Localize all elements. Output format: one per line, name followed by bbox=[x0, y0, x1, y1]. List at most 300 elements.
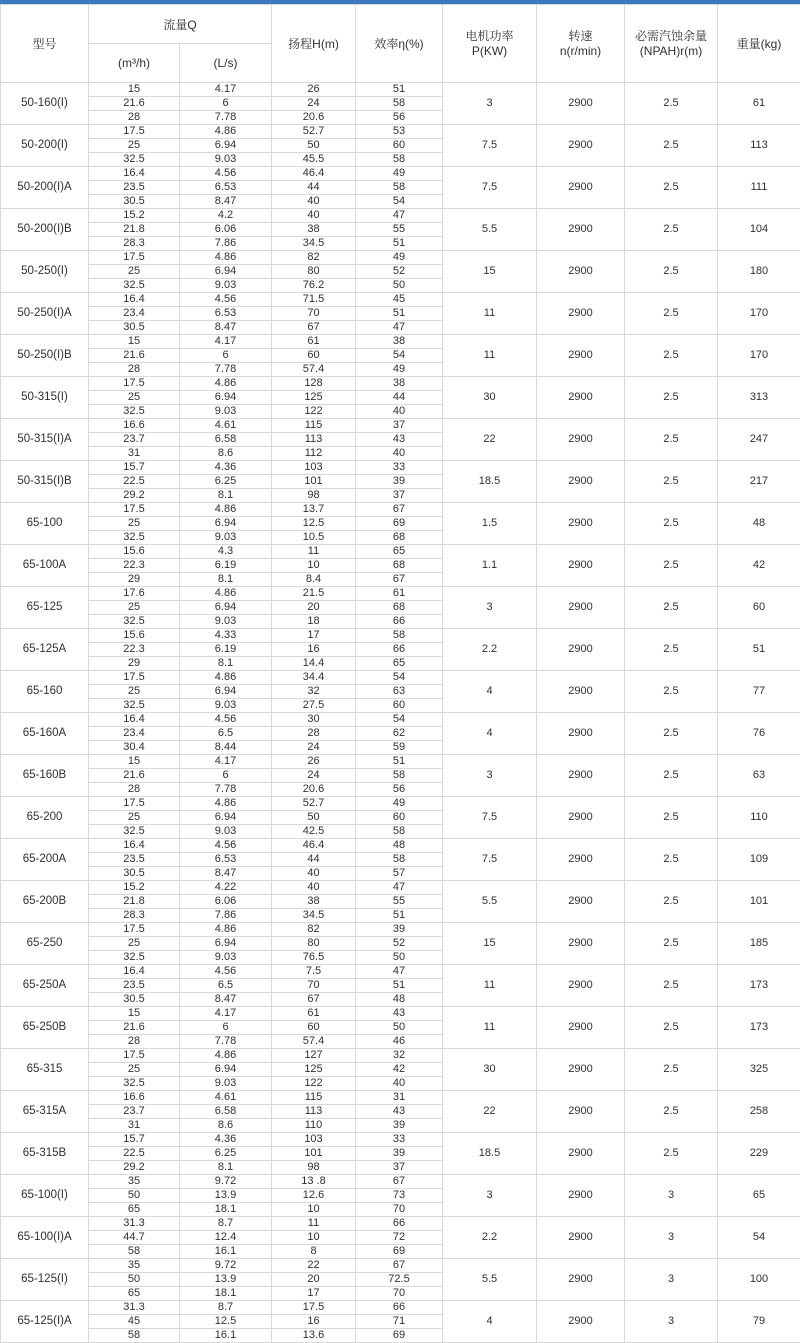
weight-cell: 185 bbox=[718, 923, 800, 965]
power-cell: 5.5 bbox=[443, 209, 537, 251]
efficiency-cell: 63 bbox=[356, 685, 443, 699]
head-cell: 98 bbox=[272, 489, 356, 503]
efficiency-cell: 31 bbox=[356, 1091, 443, 1105]
weight-cell: 54 bbox=[718, 1217, 800, 1259]
flow-ls-cell: 8.1 bbox=[180, 573, 272, 587]
efficiency-cell: 39 bbox=[356, 923, 443, 937]
head-cell: 20 bbox=[272, 1273, 356, 1287]
flow-ls-cell: 4.17 bbox=[180, 1007, 272, 1021]
efficiency-cell: 51 bbox=[356, 909, 443, 923]
head-cell: 14.4 bbox=[272, 657, 356, 671]
table-row bbox=[1, 839, 800, 853]
npsh-cell: 2.5 bbox=[625, 1049, 718, 1091]
npsh-cell: 2.5 bbox=[625, 671, 718, 713]
weight-cell: 229 bbox=[718, 1133, 800, 1175]
weight-cell: 76 bbox=[718, 713, 800, 755]
flow-m3h-cell: 58 bbox=[89, 1245, 180, 1259]
power-cell: 11 bbox=[443, 1007, 537, 1049]
flow-ls-cell: 4.86 bbox=[180, 125, 272, 139]
model-cell: 65-125(I) bbox=[1, 1259, 89, 1301]
flow-ls-cell: 6.53 bbox=[180, 853, 272, 867]
head-cell: 24 bbox=[272, 741, 356, 755]
flow-m3h-cell: 16.6 bbox=[89, 419, 180, 433]
flow-ls-cell: 9.03 bbox=[180, 279, 272, 293]
col-header-npsh-line1: 必需汽蚀余量 bbox=[625, 29, 717, 44]
flow-ls-cell: 9.03 bbox=[180, 153, 272, 167]
flow-m3h-cell: 15 bbox=[89, 335, 180, 349]
head-cell: 67 bbox=[272, 321, 356, 335]
flow-ls-cell: 4.22 bbox=[180, 881, 272, 895]
efficiency-cell: 51 bbox=[356, 979, 443, 993]
head-cell: 17.5 bbox=[272, 1301, 356, 1315]
table-row bbox=[1, 797, 800, 811]
flow-ls-cell: 7.86 bbox=[180, 237, 272, 251]
efficiency-cell: 46 bbox=[356, 1035, 443, 1049]
flow-ls-cell: 8.7 bbox=[180, 1301, 272, 1315]
flow-ls-cell: 6.53 bbox=[180, 181, 272, 195]
power-cell: 15 bbox=[443, 923, 537, 965]
flow-m3h-cell: 15.2 bbox=[89, 881, 180, 895]
flow-ls-cell: 9.03 bbox=[180, 699, 272, 713]
head-cell: 44 bbox=[272, 181, 356, 195]
flow-m3h-cell: 25 bbox=[89, 517, 180, 531]
flow-m3h-cell: 23.7 bbox=[89, 1105, 180, 1119]
flow-m3h-cell: 32.5 bbox=[89, 951, 180, 965]
flow-m3h-cell: 22.5 bbox=[89, 1147, 180, 1161]
efficiency-cell: 60 bbox=[356, 139, 443, 153]
flow-m3h-cell: 32.5 bbox=[89, 405, 180, 419]
flow-m3h-cell: 28 bbox=[89, 783, 180, 797]
table-row bbox=[1, 755, 800, 769]
npsh-cell: 2.5 bbox=[625, 797, 718, 839]
efficiency-cell: 43 bbox=[356, 1007, 443, 1021]
flow-ls-cell: 9.03 bbox=[180, 951, 272, 965]
flow-m3h-cell: 17.5 bbox=[89, 923, 180, 937]
head-cell: 38 bbox=[272, 895, 356, 909]
flow-m3h-cell: 28.3 bbox=[89, 909, 180, 923]
power-cell: 18.5 bbox=[443, 461, 537, 503]
efficiency-cell: 67 bbox=[356, 503, 443, 517]
head-cell: 52.7 bbox=[272, 797, 356, 811]
header-row-1 bbox=[1, 5, 800, 44]
efficiency-cell: 58 bbox=[356, 629, 443, 643]
flow-ls-cell: 6 bbox=[180, 769, 272, 783]
weight-cell: 180 bbox=[718, 251, 800, 293]
weight-cell: 170 bbox=[718, 335, 800, 377]
efficiency-cell: 65 bbox=[356, 657, 443, 671]
model-cell: 65-250 bbox=[1, 923, 89, 965]
flow-ls-cell: 9.72 bbox=[180, 1259, 272, 1273]
weight-cell: 111 bbox=[718, 167, 800, 209]
flow-m3h-cell: 32.5 bbox=[89, 825, 180, 839]
flow-m3h-cell: 22.5 bbox=[89, 475, 180, 489]
head-cell: 13.7 bbox=[272, 503, 356, 517]
model-cell: 65-100(I)A bbox=[1, 1217, 89, 1259]
table-row bbox=[1, 125, 800, 139]
head-cell: 30 bbox=[272, 713, 356, 727]
flow-m3h-cell: 17.5 bbox=[89, 377, 180, 391]
table-row bbox=[1, 1259, 800, 1273]
weight-cell: 61 bbox=[718, 83, 800, 125]
head-cell: 18 bbox=[272, 615, 356, 629]
flow-ls-cell: 8.44 bbox=[180, 741, 272, 755]
flow-ls-cell: 4.86 bbox=[180, 1049, 272, 1063]
flow-m3h-cell: 30.5 bbox=[89, 195, 180, 209]
flow-ls-cell: 4.17 bbox=[180, 755, 272, 769]
npsh-cell: 2.5 bbox=[625, 1133, 718, 1175]
efficiency-cell: 45 bbox=[356, 293, 443, 307]
flow-ls-cell: 4.61 bbox=[180, 419, 272, 433]
efficiency-cell: 68 bbox=[356, 559, 443, 573]
model-cell: 65-160 bbox=[1, 671, 89, 713]
efficiency-cell: 54 bbox=[356, 671, 443, 685]
table-row bbox=[1, 713, 800, 727]
efficiency-cell: 59 bbox=[356, 741, 443, 755]
head-cell: 26 bbox=[272, 755, 356, 769]
npsh-cell: 2.5 bbox=[625, 377, 718, 419]
flow-ls-cell: 4.86 bbox=[180, 587, 272, 601]
head-cell: 40 bbox=[272, 209, 356, 223]
flow-ls-cell: 4.86 bbox=[180, 671, 272, 685]
flow-m3h-cell: 25 bbox=[89, 601, 180, 615]
efficiency-cell: 58 bbox=[356, 181, 443, 195]
table-body bbox=[1, 83, 800, 1343]
speed-cell: 2900 bbox=[537, 209, 625, 251]
efficiency-cell: 66 bbox=[356, 1217, 443, 1231]
col-header-speed-line1: 转速 bbox=[537, 29, 624, 44]
head-cell: 98 bbox=[272, 1161, 356, 1175]
head-cell: 101 bbox=[272, 475, 356, 489]
power-cell: 3 bbox=[443, 755, 537, 797]
weight-cell: 42 bbox=[718, 545, 800, 587]
head-cell: 101 bbox=[272, 1147, 356, 1161]
npsh-cell: 2.5 bbox=[625, 965, 718, 1007]
flow-ls-cell: 4.86 bbox=[180, 503, 272, 517]
flow-m3h-cell: 25 bbox=[89, 391, 180, 405]
head-cell: 61 bbox=[272, 1007, 356, 1021]
head-cell: 112 bbox=[272, 447, 356, 461]
flow-m3h-cell: 50 bbox=[89, 1189, 180, 1203]
head-cell: 125 bbox=[272, 391, 356, 405]
head-cell: 127 bbox=[272, 1049, 356, 1063]
weight-cell: 63 bbox=[718, 755, 800, 797]
flow-m3h-cell: 28.3 bbox=[89, 237, 180, 251]
flow-ls-cell: 6.94 bbox=[180, 601, 272, 615]
head-cell: 40 bbox=[272, 867, 356, 881]
efficiency-cell: 43 bbox=[356, 1105, 443, 1119]
efficiency-cell: 60 bbox=[356, 811, 443, 825]
col-header-power-line1: 电机功率 bbox=[443, 29, 536, 44]
flow-m3h-cell: 29 bbox=[89, 573, 180, 587]
speed-cell: 2900 bbox=[537, 83, 625, 125]
flow-ls-cell: 4.2 bbox=[180, 209, 272, 223]
efficiency-cell: 55 bbox=[356, 895, 443, 909]
flow-ls-cell: 7.86 bbox=[180, 909, 272, 923]
model-cell: 50-200(I)B bbox=[1, 209, 89, 251]
model-cell: 65-125A bbox=[1, 629, 89, 671]
flow-ls-cell: 8.47 bbox=[180, 195, 272, 209]
head-cell: 103 bbox=[272, 1133, 356, 1147]
power-cell: 22 bbox=[443, 1091, 537, 1133]
head-cell: 28 bbox=[272, 727, 356, 741]
head-cell: 10 bbox=[272, 1231, 356, 1245]
flow-m3h-cell: 30.5 bbox=[89, 321, 180, 335]
npsh-cell: 2.5 bbox=[625, 503, 718, 545]
speed-cell: 2900 bbox=[537, 965, 625, 1007]
flow-ls-cell: 8.1 bbox=[180, 1161, 272, 1175]
head-cell: 34.4 bbox=[272, 671, 356, 685]
table-row bbox=[1, 587, 800, 601]
npsh-cell: 2.5 bbox=[625, 209, 718, 251]
flow-m3h-cell: 23.5 bbox=[89, 853, 180, 867]
flow-m3h-cell: 30.5 bbox=[89, 993, 180, 1007]
flow-m3h-cell: 23.5 bbox=[89, 181, 180, 195]
npsh-cell: 3 bbox=[625, 1259, 718, 1301]
flow-ls-cell: 4.33 bbox=[180, 629, 272, 643]
model-cell: 50-250(I)A bbox=[1, 293, 89, 335]
flow-m3h-cell: 32.5 bbox=[89, 531, 180, 545]
power-cell: 4 bbox=[443, 671, 537, 713]
table-row bbox=[1, 209, 800, 223]
speed-cell: 2900 bbox=[537, 839, 625, 881]
efficiency-cell: 37 bbox=[356, 489, 443, 503]
speed-cell: 2900 bbox=[537, 1007, 625, 1049]
head-cell: 52.7 bbox=[272, 125, 356, 139]
flow-m3h-cell: 32.5 bbox=[89, 699, 180, 713]
speed-cell: 2900 bbox=[537, 797, 625, 839]
efficiency-cell: 39 bbox=[356, 1147, 443, 1161]
flow-ls-cell: 6.94 bbox=[180, 391, 272, 405]
efficiency-cell: 51 bbox=[356, 83, 443, 97]
head-cell: 16 bbox=[272, 643, 356, 657]
flow-m3h-cell: 23.5 bbox=[89, 979, 180, 993]
flow-m3h-cell: 35 bbox=[89, 1175, 180, 1189]
head-cell: 8.4 bbox=[272, 573, 356, 587]
flow-ls-cell: 9.03 bbox=[180, 1077, 272, 1091]
npsh-cell: 2.5 bbox=[625, 251, 718, 293]
speed-cell: 2900 bbox=[537, 545, 625, 587]
head-cell: 44 bbox=[272, 853, 356, 867]
efficiency-cell: 40 bbox=[356, 405, 443, 419]
efficiency-cell: 73 bbox=[356, 1189, 443, 1203]
table-row bbox=[1, 461, 800, 475]
flow-ls-cell: 8.6 bbox=[180, 447, 272, 461]
efficiency-cell: 68 bbox=[356, 531, 443, 545]
flow-m3h-cell: 35 bbox=[89, 1259, 180, 1273]
flow-ls-cell: 4.17 bbox=[180, 335, 272, 349]
head-cell: 17 bbox=[272, 1287, 356, 1301]
power-cell: 5.5 bbox=[443, 881, 537, 923]
col-header-model: 型号 bbox=[1, 5, 89, 83]
flow-ls-cell: 12.4 bbox=[180, 1231, 272, 1245]
head-cell: 60 bbox=[272, 1021, 356, 1035]
power-cell: 7.5 bbox=[443, 125, 537, 167]
efficiency-cell: 69 bbox=[356, 517, 443, 531]
head-cell: 82 bbox=[272, 923, 356, 937]
efficiency-cell: 66 bbox=[356, 615, 443, 629]
flow-ls-cell: 6.94 bbox=[180, 517, 272, 531]
speed-cell: 2900 bbox=[537, 1301, 625, 1343]
efficiency-cell: 47 bbox=[356, 881, 443, 895]
head-cell: 10 bbox=[272, 559, 356, 573]
flow-m3h-cell: 25 bbox=[89, 811, 180, 825]
power-cell: 3 bbox=[443, 587, 537, 629]
flow-ls-cell: 18.1 bbox=[180, 1287, 272, 1301]
flow-m3h-cell: 29.2 bbox=[89, 489, 180, 503]
efficiency-cell: 58 bbox=[356, 825, 443, 839]
efficiency-cell: 57 bbox=[356, 867, 443, 881]
power-cell: 3 bbox=[443, 1175, 537, 1217]
col-header-flow: 流量Q bbox=[89, 5, 272, 44]
npsh-cell: 2.5 bbox=[625, 755, 718, 797]
efficiency-cell: 72 bbox=[356, 1231, 443, 1245]
table-row bbox=[1, 1301, 800, 1315]
flow-m3h-cell: 31.3 bbox=[89, 1217, 180, 1231]
efficiency-cell: 49 bbox=[356, 797, 443, 811]
head-cell: 20.6 bbox=[272, 783, 356, 797]
flow-m3h-cell: 21.6 bbox=[89, 97, 180, 111]
table-row bbox=[1, 671, 800, 685]
col-header-power-line2: P(KW) bbox=[443, 44, 536, 59]
model-cell: 65-125 bbox=[1, 587, 89, 629]
weight-cell: 100 bbox=[718, 1259, 800, 1301]
table-row bbox=[1, 503, 800, 517]
efficiency-cell: 56 bbox=[356, 783, 443, 797]
weight-cell: 247 bbox=[718, 419, 800, 461]
npsh-cell: 2.5 bbox=[625, 923, 718, 965]
col-header-weight: 重量(kg) bbox=[718, 5, 800, 83]
power-cell: 5.5 bbox=[443, 1259, 537, 1301]
flow-m3h-cell: 25 bbox=[89, 1063, 180, 1077]
efficiency-cell: 44 bbox=[356, 391, 443, 405]
table-row bbox=[1, 293, 800, 307]
efficiency-cell: 38 bbox=[356, 377, 443, 391]
flow-m3h-cell: 16.4 bbox=[89, 293, 180, 307]
head-cell: 17 bbox=[272, 629, 356, 643]
head-cell: 46.4 bbox=[272, 839, 356, 853]
speed-cell: 2900 bbox=[537, 503, 625, 545]
flow-m3h-cell: 15.7 bbox=[89, 461, 180, 475]
flow-ls-cell: 7.78 bbox=[180, 111, 272, 125]
table-header bbox=[1, 5, 800, 83]
flow-m3h-cell: 31.3 bbox=[89, 1301, 180, 1315]
flow-ls-cell: 4.56 bbox=[180, 167, 272, 181]
head-cell: 61 bbox=[272, 335, 356, 349]
speed-cell: 2900 bbox=[537, 881, 625, 923]
efficiency-cell: 39 bbox=[356, 475, 443, 489]
model-cell: 65-100A bbox=[1, 545, 89, 587]
speed-cell: 2900 bbox=[537, 1175, 625, 1217]
efficiency-cell: 67 bbox=[356, 573, 443, 587]
flow-m3h-cell: 21.6 bbox=[89, 769, 180, 783]
efficiency-cell: 42 bbox=[356, 1063, 443, 1077]
head-cell: 71.5 bbox=[272, 293, 356, 307]
flow-ls-cell: 4.86 bbox=[180, 923, 272, 937]
weight-cell: 51 bbox=[718, 629, 800, 671]
flow-ls-cell: 6.94 bbox=[180, 139, 272, 153]
col-header-speed bbox=[537, 5, 625, 83]
flow-ls-cell: 6.5 bbox=[180, 727, 272, 741]
col-header-flow-m3h: (m³/h) bbox=[89, 44, 180, 83]
weight-cell: 77 bbox=[718, 671, 800, 713]
flow-m3h-cell: 17.6 bbox=[89, 587, 180, 601]
speed-cell: 2900 bbox=[537, 587, 625, 629]
flow-m3h-cell: 16.4 bbox=[89, 839, 180, 853]
flow-ls-cell: 6.58 bbox=[180, 433, 272, 447]
flow-m3h-cell: 32.5 bbox=[89, 615, 180, 629]
speed-cell: 2900 bbox=[537, 461, 625, 503]
flow-m3h-cell: 29 bbox=[89, 657, 180, 671]
flow-ls-cell: 7.78 bbox=[180, 1035, 272, 1049]
weight-cell: 48 bbox=[718, 503, 800, 545]
model-cell: 50-200(I) bbox=[1, 125, 89, 167]
efficiency-cell: 58 bbox=[356, 769, 443, 783]
speed-cell: 2900 bbox=[537, 1091, 625, 1133]
flow-m3h-cell: 21.6 bbox=[89, 1021, 180, 1035]
efficiency-cell: 51 bbox=[356, 755, 443, 769]
weight-cell: 101 bbox=[718, 881, 800, 923]
flow-m3h-cell: 15.6 bbox=[89, 629, 180, 643]
flow-ls-cell: 12.5 bbox=[180, 1315, 272, 1329]
flow-ls-cell: 6.94 bbox=[180, 1063, 272, 1077]
weight-cell: 109 bbox=[718, 839, 800, 881]
npsh-cell: 3 bbox=[625, 1175, 718, 1217]
head-cell: 20.6 bbox=[272, 111, 356, 125]
flow-ls-cell: 6.25 bbox=[180, 475, 272, 489]
table-row bbox=[1, 251, 800, 265]
head-cell: 11 bbox=[272, 545, 356, 559]
flow-m3h-cell: 23.7 bbox=[89, 433, 180, 447]
head-cell: 110 bbox=[272, 1119, 356, 1133]
power-cell: 15 bbox=[443, 251, 537, 293]
speed-cell: 2900 bbox=[537, 1049, 625, 1091]
npsh-cell: 2.5 bbox=[625, 839, 718, 881]
flow-m3h-cell: 45 bbox=[89, 1315, 180, 1329]
flow-m3h-cell: 23.4 bbox=[89, 307, 180, 321]
model-cell: 65-200 bbox=[1, 797, 89, 839]
speed-cell: 2900 bbox=[537, 755, 625, 797]
flow-ls-cell: 8.7 bbox=[180, 1217, 272, 1231]
head-cell: 76.5 bbox=[272, 951, 356, 965]
flow-m3h-cell: 32.5 bbox=[89, 279, 180, 293]
flow-m3h-cell: 29.2 bbox=[89, 1161, 180, 1175]
model-cell: 65-315A bbox=[1, 1091, 89, 1133]
flow-ls-cell: 8.1 bbox=[180, 657, 272, 671]
weight-cell: 104 bbox=[718, 209, 800, 251]
flow-ls-cell: 16.1 bbox=[180, 1245, 272, 1259]
flow-m3h-cell: 23.4 bbox=[89, 727, 180, 741]
head-cell: 13.6 bbox=[272, 1329, 356, 1343]
head-cell: 70 bbox=[272, 979, 356, 993]
flow-m3h-cell: 17.5 bbox=[89, 671, 180, 685]
head-cell: 12.5 bbox=[272, 517, 356, 531]
efficiency-cell: 39 bbox=[356, 1119, 443, 1133]
head-cell: 50 bbox=[272, 139, 356, 153]
table-row bbox=[1, 1217, 800, 1231]
model-cell: 65-200B bbox=[1, 881, 89, 923]
pump-spec-table bbox=[0, 4, 800, 1343]
npsh-cell: 2.5 bbox=[625, 1007, 718, 1049]
efficiency-cell: 32 bbox=[356, 1049, 443, 1063]
head-cell: 46.4 bbox=[272, 167, 356, 181]
flow-m3h-cell: 25 bbox=[89, 265, 180, 279]
col-header-npsh-line2: (NPAH)r(m) bbox=[625, 44, 717, 59]
flow-ls-cell: 13.9 bbox=[180, 1273, 272, 1287]
head-cell: 70 bbox=[272, 307, 356, 321]
efficiency-cell: 50 bbox=[356, 951, 443, 965]
efficiency-cell: 56 bbox=[356, 111, 443, 125]
model-cell: 65-200A bbox=[1, 839, 89, 881]
